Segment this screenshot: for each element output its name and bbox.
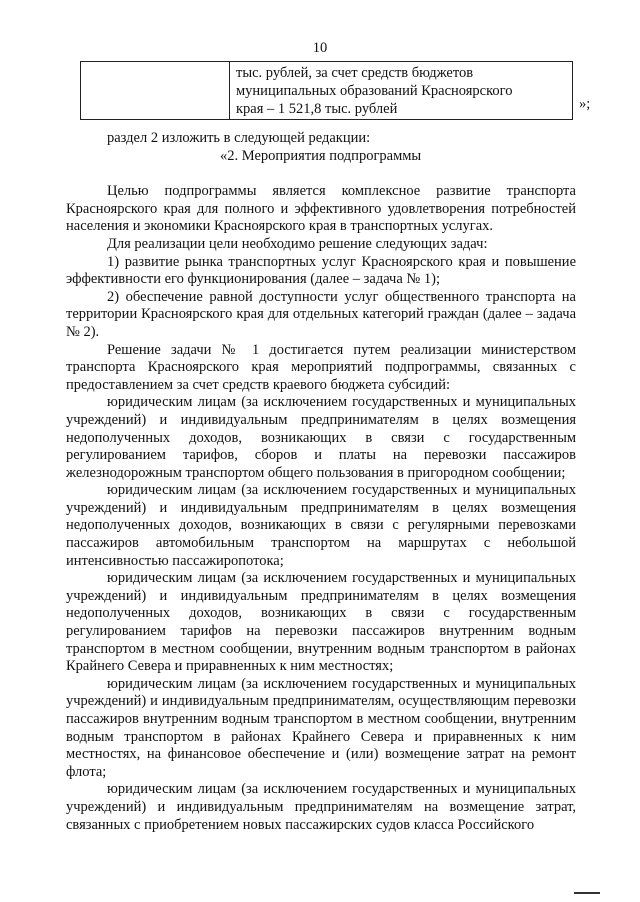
section-title: «2. Мероприятия подпрограммы [220,147,422,164]
list-item: юридическим лицам (за исключением государственных и муниципальных учреждений) и индивидуальным предпринимателям в целях возмещения недополученных доходов, возникающих в связи с государственным регулированием тарифов, сборов и платы на перевозки пассажиров железнодорожным транспортом общего пользования в пригородном сообщении; [66,394,576,481]
document-body [66,130,576,834]
table-cell-line: тыс. рублей, за счет средств бюджетов [236,65,474,81]
amendment-intro: раздел 2 изложить в следующей редакции: [107,130,371,146]
paragraph-task-1: 1) развитие рынка транспортных услуг Красноярского края и повышение эффективности его функционирования (далее – задача № 1); [66,253,576,288]
paragraph-tasks-intro: Для реализации цели необходимо решение следующих задач: [107,235,488,252]
table-cell-line: муниципальных образований Красноярского [236,83,513,99]
list-item: юридическим лицам (за исключением государственных и муниципальных учреждений) и индивидуальным предпринимателям на возмещение затрат, связанных с приобретением новых пассажирских судов класса Российского [66,781,576,833]
table-row [81,62,573,120]
table-cell-right [230,62,573,120]
continuation-table [80,61,573,120]
paragraph-goal: Целью подпрограммы является комплексное развитие транспорта Красноярского края для полного и эффективного удовлетворения потребностей населения и экономики Красноярского края в транспортных услугах. [66,183,576,235]
footer-mark [574,886,600,894]
page-number: 10 [312,40,328,56]
paragraph-task-2: 2) обеспечение равной доступности услуг общественного транспорта на территории Красноярского края для отдельных категорий граждан (далее – задача № 2). [66,288,576,340]
table-cell-line: края – 1 521,8 тыс. рублей [236,101,398,117]
list-item: юридическим лицам (за исключением государственных и муниципальных учреждений) и индивидуальным предпринимателям в целях возмещения недополученных доходов, возникающих в связи с государственным регулированием тарифов на перевозки пассажиров внутренним водным транспортом в местном сообщении, внутренним водным транспортом в районах Крайнего Севера и приравненных к ним местностях; [66,570,576,675]
list-item: юридическим лицам (за исключением государственных и муниципальных учреждений) и индивидуальным предпринимателям, осуществляющим перевозки пассажиров внутренним водным транспортом в местном сообщении, внутренним водным транспортом в районах Крайнего Севера и приравненных к ним местностях, на финансовое обеспечение и (или) возмещение затрат на ремонт флота; [66,675,576,780]
paragraph-solution: Решение задачи № 1 достигается путем реализации министерством транспорта Красноярского края мероприятий подпрограммы, связанных с предоставлением за счет средств краевого бюджета субсидий: [66,341,576,393]
list-item: юридическим лицам (за исключением государственных и муниципальных учреждений) и индивидуальным предпринимателям в целях возмещения недополученных доходов, возникающих в связи с регулярными перевозками пассажиров автомобильным транспортом на маршрутах с небольшой интенсивностью пассажиропотока; [66,482,576,569]
closing-quote-mark: »; [579,96,591,112]
table-cell-left [81,62,230,120]
